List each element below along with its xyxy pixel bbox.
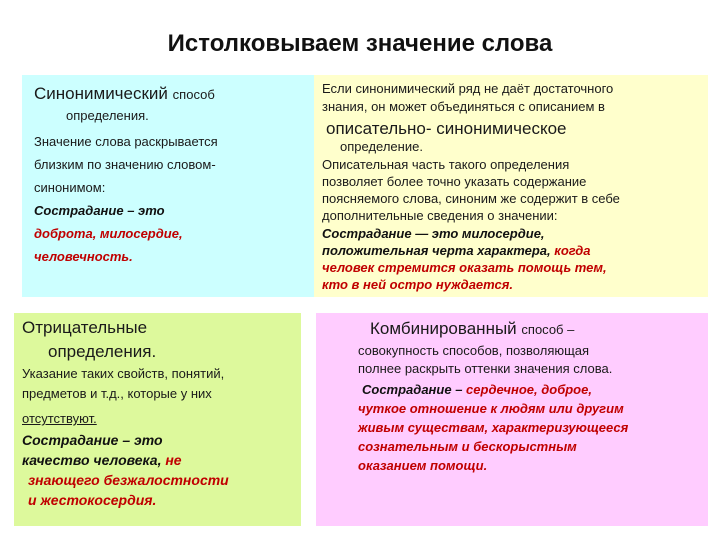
synonymic-heading-text: Синонимический <box>34 84 168 103</box>
descriptive-example-1: Сострадание — это милосердие, <box>322 226 545 241</box>
descriptive-method-tail: определение. <box>340 139 423 154</box>
synonymic-body-2: близким по значению словом- <box>34 157 216 172</box>
synonymic-heading-tail: способ <box>172 87 215 102</box>
negative-heading-2: определения. <box>48 342 157 361</box>
descriptive-body-3: поясняемого слова, синоним же содержит в себе <box>322 191 620 206</box>
negative-example-2-red: не <box>165 452 182 468</box>
combined-heading <box>370 319 574 339</box>
synonymic-body-3: синонимом: <box>34 180 106 195</box>
descriptive-example-2 <box>322 243 591 258</box>
descriptive-method-name: описательно- синонимическое <box>326 119 567 138</box>
descriptive-example-3: человек стремится оказать помощь тем, <box>322 260 607 275</box>
descriptive-intro-1: Если синонимический ряд не даёт достаточного <box>322 81 614 96</box>
combined-heading-tail: способ – <box>521 322 575 337</box>
synonymic-example-red-1: доброта, милосердие, <box>34 226 183 241</box>
negative-definition-box <box>14 313 301 526</box>
descriptive-example-2-dark: положительная черта характера, <box>322 243 551 258</box>
negative-example-4: и жестокосердия. <box>28 492 157 508</box>
combined-example-5: оказанием помощи. <box>358 458 488 473</box>
negative-body-1: Указание таких свойств, понятий, <box>22 366 225 381</box>
combined-example-1-dark: Сострадание – <box>362 382 463 397</box>
combined-example-1-red: сердечное, доброе, <box>466 382 592 397</box>
descriptive-intro-2: знания, он может объединяться с описанием в <box>322 99 605 114</box>
synonymic-body-1: Значение слова раскрывается <box>34 134 218 149</box>
synonymic-example-lead: Сострадание – это <box>34 203 165 218</box>
negative-example-3: знающего безжалостности <box>28 472 229 488</box>
negative-underlined: отсутствуют. <box>22 411 97 426</box>
negative-example-2-dark: качество человека, <box>22 452 162 468</box>
combined-heading-text: Комбинированный <box>370 319 517 338</box>
descriptive-example-2-red: когда <box>554 243 591 258</box>
descriptive-body-1: Описательная часть такого определения <box>322 157 570 172</box>
combined-example-1 <box>362 382 592 397</box>
negative-body-2: предметов и т.д., которые у них <box>22 386 212 401</box>
negative-heading: Отрицательные <box>22 318 148 337</box>
descriptive-method-box <box>314 75 708 297</box>
synonymic-line2: определения. <box>66 108 149 123</box>
combined-body-2: полнее раскрыть оттенки значения слова. <box>358 361 613 376</box>
combined-example-2: чуткое отношение к людям или другим <box>358 401 624 416</box>
descriptive-example-4: кто в ней остро нуждается. <box>322 277 514 292</box>
descriptive-body-2: позволяет более точно указать содержание <box>322 174 587 189</box>
synonymic-method-box <box>22 75 314 297</box>
combined-example-4: сознательным и бескорыстным <box>358 439 577 454</box>
page-title: Истолковываем значение слова <box>167 30 553 57</box>
descriptive-body-4: дополнительные сведения о значении: <box>322 208 558 223</box>
combined-body-1: совокупность способов, позволяющая <box>358 343 590 358</box>
synonymic-heading <box>34 84 215 104</box>
negative-example-2 <box>22 452 182 468</box>
combined-example-3: живым существам, характеризующееся <box>358 420 629 435</box>
negative-example-1: Сострадание – это <box>22 432 163 448</box>
combined-method-box <box>316 313 708 526</box>
synonymic-example-red-2: человечность. <box>34 249 133 264</box>
